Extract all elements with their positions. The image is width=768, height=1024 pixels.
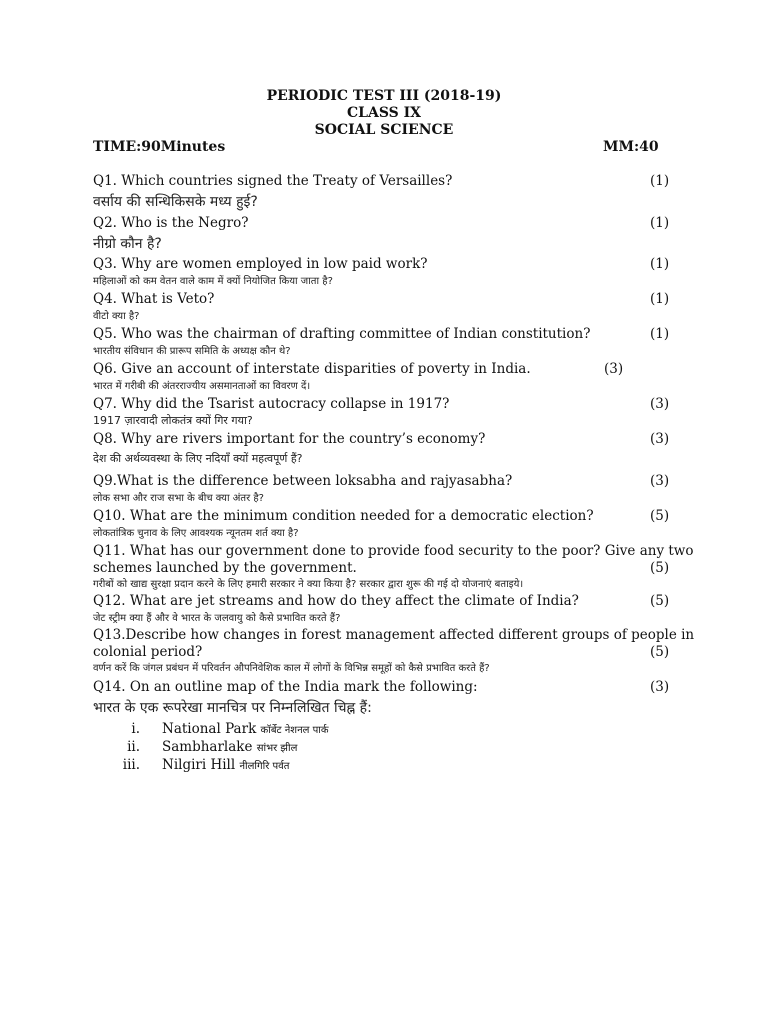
question-marks: (3) <box>650 679 670 695</box>
question-marks: (3) <box>650 396 670 412</box>
question-text: Q12. What are jet streams and how do they affect the climate of India? <box>93 593 579 609</box>
question-hindi: वर्साय की सन्धिकिसके मध्य हुई? <box>93 194 258 210</box>
question-text: Q6. Give an account of interstate disparities of poverty in India. <box>93 361 531 377</box>
question-marks: (3) <box>650 431 670 447</box>
list-item <box>100 738 297 758</box>
list-item <box>100 720 329 740</box>
question-text: Q1. Which countries signed the Treaty of Versailles? <box>93 173 453 189</box>
question-marks: (1) <box>650 256 670 272</box>
question-hindi: देश की अर्थव्यवस्था के लिए नदियाँ क्यों महत्वपूर्ण हैं? <box>93 452 303 465</box>
question-hindi: 1917 ज़ारवादी लोकतंत्र क्यों गिर गया? <box>93 414 253 427</box>
list-item-label: Nilgiri Hill <box>162 757 236 773</box>
question-text: Q11. What has our government done to provide food security to the poor? Give any two <box>93 543 694 559</box>
question-hindi: लोकतांत्रिक चुनाव के लिए आवश्यक न्यूनतम शर्त क्या है? <box>93 528 299 539</box>
question-hindi: लोक सभा और राज सभा के बीच क्या अंतर है? <box>93 493 264 504</box>
question-text-continued: colonial period? <box>93 644 203 660</box>
question-text: Q5. Who was the chairman of drafting committee of Indian constitution? <box>93 326 591 342</box>
question-text: Q2. Who is the Negro? <box>93 215 249 231</box>
question-text: Q10. What are the minimum condition needed for a democratic election? <box>93 508 594 524</box>
question-marks: (1) <box>650 291 670 307</box>
question-marks: (3) <box>604 361 624 377</box>
question-text: Q3. Why are women employed in low paid work? <box>93 256 428 272</box>
question-hindi: भारत के एक रूपरेखा मानचित्र पर निम्नलिखित चिह्न हैं: <box>93 700 372 716</box>
question-hindi: गरीबों को खाद्य सुरक्षा प्रदान करने के लिए हमारी सरकार ने क्या किया है? सरकार द्वारा शुरू की गई दो योजनाएं बताइये। <box>93 579 524 590</box>
question-hindi: नीग्रो कौन है? <box>93 236 162 252</box>
question-marks: (5) <box>650 593 670 609</box>
question-marks: (5) <box>650 644 670 660</box>
question-hindi: वीटो क्या है? <box>93 311 140 322</box>
question-marks: (1) <box>650 326 670 342</box>
list-item-hindi: कॉर्बेट नेशनल पार्क <box>260 725 329 736</box>
subject-label: SOCIAL SCIENCE <box>314 122 454 138</box>
question-marks: (1) <box>650 215 670 231</box>
question-hindi: महिलाओं को कम वेतन वाले काम में क्यों नियोजित किया जाता है? <box>93 276 333 287</box>
list-item-hindi: नीलगिरि पर्वत <box>239 761 290 772</box>
question-marks: (5) <box>650 560 670 576</box>
question-hindi: वर्णन करें कि जंगल प्रबंधन में परिवर्तन औपनिवेशिक काल में लोगों के विभिन्न समूहों को कैसे प्रभावित करते हैं? <box>93 663 490 674</box>
question-text: Q4. What is Veto? <box>93 291 215 307</box>
time-label: TIME:90Minutes <box>93 139 226 155</box>
question-hindi: भारतीय संविधान की प्रारूप समिति के अध्यक्ष कौन थे? <box>93 346 291 357</box>
question-text: Q9.What is the difference between loksabha and rajyasabha? <box>93 473 513 489</box>
question-marks: (3) <box>650 473 670 489</box>
question-marks: (5) <box>650 508 670 524</box>
question-text: Q8. Why are rivers important for the country’s economy? <box>93 431 486 447</box>
list-item-hindi: सांभर झील <box>256 743 298 754</box>
list-item <box>100 756 289 776</box>
question-hindi: जेट स्ट्रीम क्या हैं और वे भारत के जलवायु को कैसे प्रभावित करते हैं? <box>93 613 341 624</box>
list-item-number: ii. <box>127 739 140 755</box>
max-marks-label: MM:40 <box>603 139 659 155</box>
question-text: Q14. On an outline map of the India mark the following: <box>93 679 478 695</box>
question-text: Q13.Describe how changes in forest management affected different groups of people in <box>93 627 695 643</box>
question-text: Q7. Why did the Tsarist autocracy collapse in 1917? <box>93 396 450 412</box>
class-label: CLASS IX <box>346 105 422 121</box>
question-text-continued: schemes launched by the government. <box>93 560 357 576</box>
list-item-number: i. <box>131 721 140 737</box>
list-item-label: National Park <box>162 721 257 737</box>
paper-title: PERIODIC TEST III (2018-19) <box>266 88 502 104</box>
question-marks: (1) <box>650 173 670 189</box>
question-hindi: भारत में गरीबी की अंतरराज्यीय असमानताओं का विवरण दें। <box>93 381 311 392</box>
list-item-label: Sambharlake <box>162 739 253 755</box>
list-item-number: iii. <box>122 757 140 773</box>
